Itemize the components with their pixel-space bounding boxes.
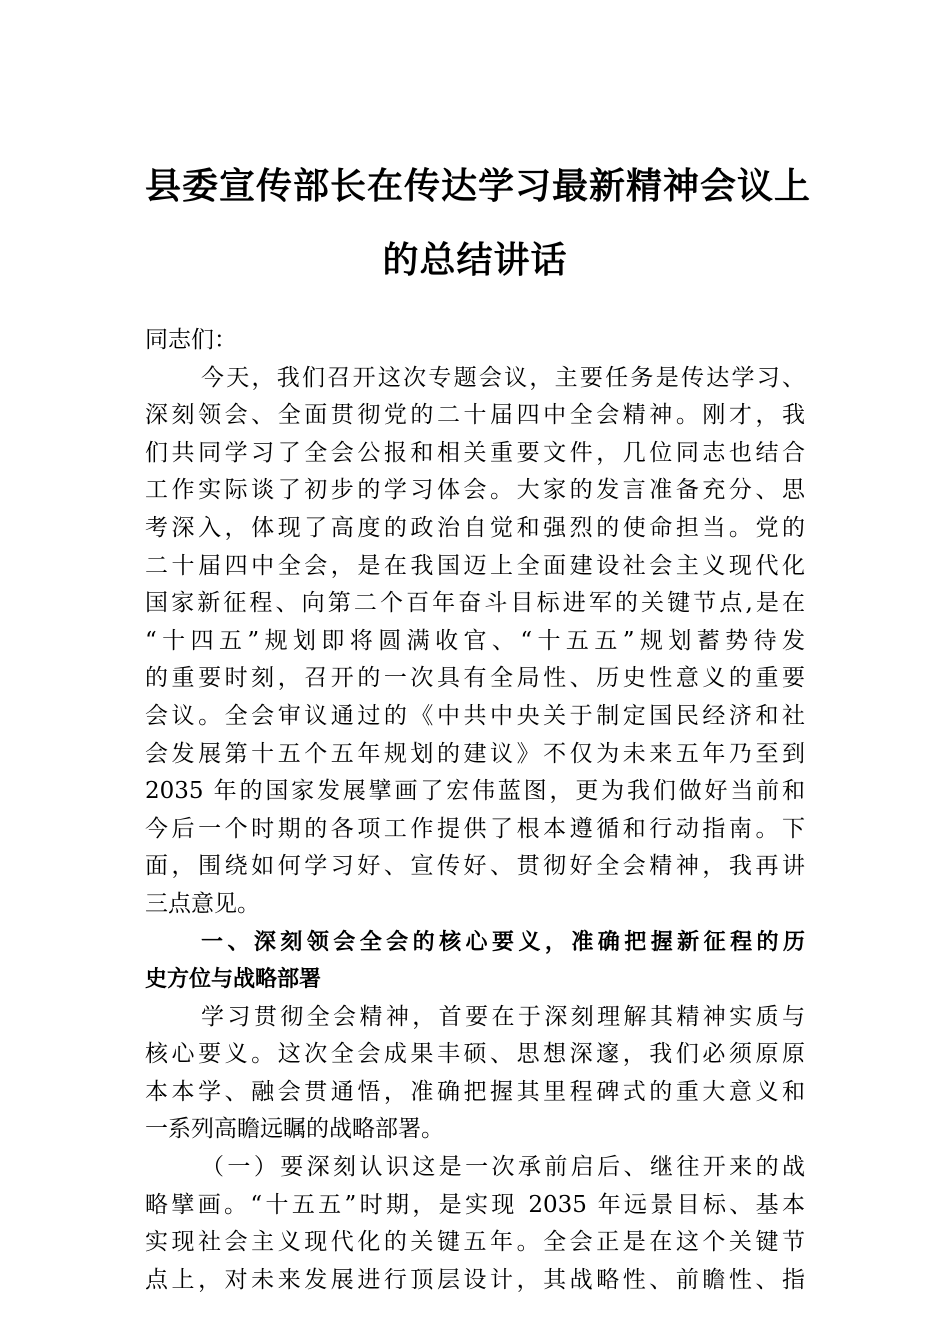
paragraph-line: 面，围绕如何学习好、宣传好、贯彻好全会精神，我再讲 [145, 853, 805, 880]
paragraph-line: 2035 年的国家发展擘画了宏伟蓝图，更为我们做好当前和 [145, 778, 805, 805]
paragraph-line: 略擘画。“十五五”时期，是实现 2035 年远景目标、基本 [145, 1191, 805, 1218]
paragraph-line: 三点意见。 [145, 890, 260, 917]
section-heading-line: 一、深刻领会全会的核心要义，准确把握新征程的历 [201, 929, 805, 955]
paragraph-line: 实现社会主义现代化的关键五年。全会正是在这个关键节 [145, 1229, 805, 1256]
paragraph-line: 工作实际谈了初步的学习体会。大家的发言准备充分、思 [145, 477, 805, 504]
title-line-2: 的总结讲话 [382, 240, 568, 281]
paragraph-line: 会议。全会审议通过的《中共中央关于制定国民经济和社 [145, 702, 805, 729]
salutation: 同志们： [145, 327, 237, 353]
paragraph-line: 们共同学习了全会公报和相关重要文件，几位同志也结合 [145, 439, 805, 466]
paragraph-line: 点上，对未来发展进行顶层设计，其战略性、前瞻性、指 [145, 1266, 805, 1293]
paragraph-line: 的重要时刻，召开的一次具有全局性、历史性意义的重要 [145, 665, 805, 692]
document-body [145, 322, 805, 1299]
paragraph-line: 深刻领会、全面贯彻党的二十届四中全会精神。刚才，我 [145, 402, 805, 429]
paragraph-line: 考深入，体现了高度的政治自觉和强烈的使命担当。党的 [145, 514, 805, 541]
paragraph-line: 一系列高瞻远瞩的战略部署。 [145, 1116, 444, 1143]
paragraph-line: 今天，我们召开这次专题会议，主要任务是传达学习、 [201, 364, 805, 391]
paragraph-line: 二十届四中全会，是在我国迈上全面建设社会主义现代化 [145, 552, 805, 579]
paragraph-line: 核心要义。这次全会成果丰硕、思想深邃，我们必须原原 [145, 1041, 805, 1068]
paragraph-line: 今后一个时期的各项工作提供了根本遵循和行动指南。下 [145, 815, 805, 842]
document-title [145, 150, 812, 298]
paragraph-line: （一）要深刻认识这是一次承前启后、继往开来的战 [201, 1154, 805, 1181]
paragraph-line: 本本学、融会贯通悟，准确把握其里程碑式的重大意义和 [145, 1078, 805, 1105]
paragraph-line: “十四五”规划即将圆满收官、“十五五”规划蓄势待发 [145, 627, 805, 654]
paragraph-line: 国家新征程、向第二个百年奋斗目标进军的关键节点,是在 [145, 590, 805, 617]
paragraph-line: 会发展第十五个五年规划的建议》不仅为未来五年乃至到 [145, 740, 805, 767]
section-heading-line: 史方位与战略部署 [145, 967, 322, 993]
paragraph-line: 学习贯彻全会精神，首要在于深刻理解其精神实质与 [201, 1003, 805, 1030]
title-line-1: 县委宣传部长在传达学习最新精神会议上 [145, 166, 812, 207]
